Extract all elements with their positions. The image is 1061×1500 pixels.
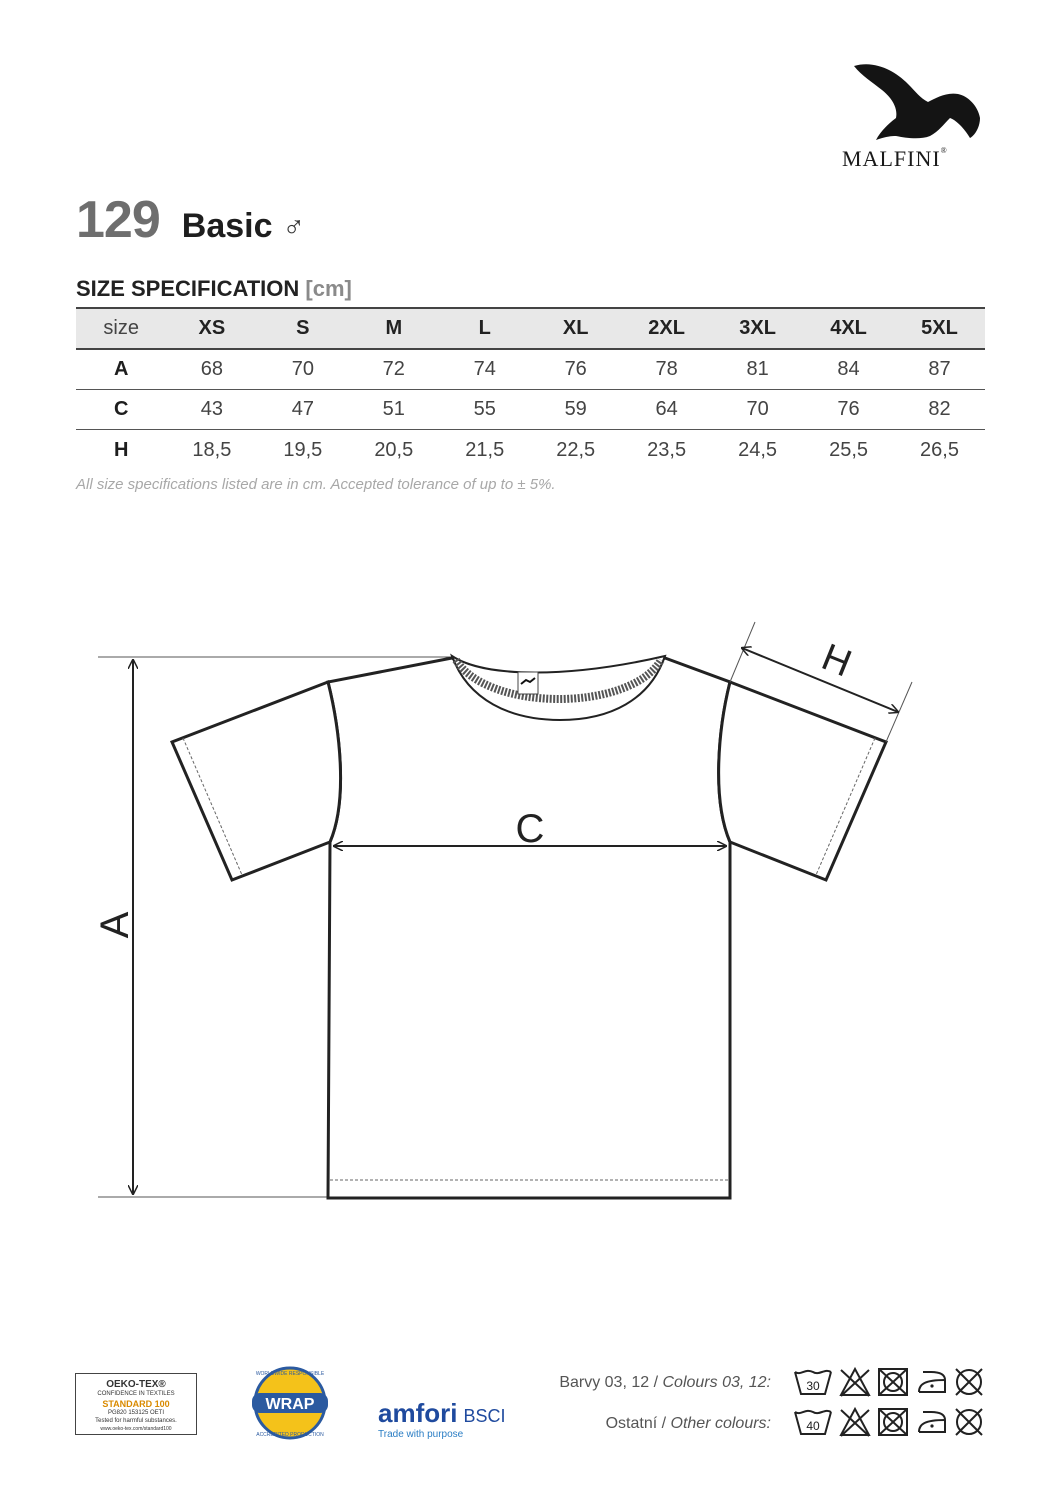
table-cell: 23,5 (647, 438, 687, 461)
header-m: M (385, 316, 403, 339)
tshirt-body (328, 658, 730, 1198)
table-cell: 47 (291, 397, 314, 420)
size-table (76, 307, 985, 470)
table-cell: 76 (837, 397, 860, 420)
male-symbol-icon: ♂ (282, 211, 305, 244)
wash-40-icon (795, 1411, 831, 1434)
care-symbols-row-1 (793, 1366, 987, 1398)
table-cell: 68 (200, 357, 223, 380)
brand-name: MALFINI (842, 146, 941, 171)
table-cell: 55 (473, 397, 496, 420)
no-bleach-icon (841, 1409, 869, 1436)
header-xl: XL (562, 316, 589, 339)
colours-row-2 (606, 1415, 771, 1433)
oeko-url: www.oeko-tex.com/standard100 (100, 1426, 172, 1433)
table-cell: 25,5 (829, 438, 869, 461)
dimension-a-label: A (93, 911, 137, 939)
table-cell: 82 (928, 397, 951, 420)
table-cell: 19,5 (283, 438, 323, 461)
no-dry-clean-icon (956, 1409, 982, 1435)
malfini-logo (838, 58, 988, 170)
table-cell: 64 (655, 397, 678, 420)
registered-mark: ® (940, 146, 948, 155)
size-spec-heading (76, 276, 352, 302)
row-label: C (113, 397, 129, 420)
table-cell: 76 (564, 357, 587, 380)
table-row-c (76, 389, 985, 430)
amfori-tagline: Trade with purpose (378, 1429, 464, 1440)
amfori-text: amfori (378, 1398, 458, 1428)
oeko-tagline: CONFIDENCE IN TEXTILES (97, 1391, 175, 1397)
wrap-arc-bottom: ACCREDITED PRODUCTION (256, 1432, 324, 1438)
row-label: A (113, 357, 129, 380)
table-cell: 74 (473, 357, 496, 380)
header-4xl: 4XL (830, 316, 867, 339)
wash-temp-label: 30 (806, 1379, 820, 1393)
wrap-text: WRAP (265, 1396, 315, 1413)
colours-2-en: Other colours: (670, 1415, 771, 1432)
colours-1-en: Colours 03, 12: (662, 1374, 771, 1391)
right-sleeve (719, 682, 886, 880)
table-cell: 26,5 (920, 438, 959, 461)
oeko-title: OEKO-TEX® (106, 1379, 166, 1390)
table-cell: 78 (655, 357, 678, 380)
oeko-tested: Tested for harmful substances. (95, 1418, 177, 1425)
colours-2-cz: Ostatní / (605, 1415, 667, 1432)
no-dry-clean-icon (956, 1369, 982, 1395)
tshirt-diagram (90, 620, 930, 1220)
eagle-icon (846, 58, 986, 144)
care-symbols-row-2 (793, 1406, 987, 1438)
table-cell: 18,5 (192, 438, 232, 461)
table-cell: 87 (928, 357, 951, 380)
iron-low-icon (919, 1412, 945, 1432)
header-size: size (103, 316, 139, 339)
header-3xl: 3XL (739, 316, 776, 339)
row-label: H (113, 438, 129, 461)
size-spec-label: SIZE SPECIFICATION (76, 276, 300, 301)
table-row-a (76, 349, 985, 390)
header-xs: XS (198, 316, 226, 339)
table-cell: 20,5 (374, 438, 414, 461)
table-cell: 24,5 (738, 438, 778, 461)
wash-temp-label: 40 (806, 1419, 820, 1433)
left-sleeve (172, 682, 341, 880)
amfori-bsci-logo (378, 1398, 505, 1440)
table-cell: 84 (837, 357, 860, 380)
iron-low-icon (919, 1372, 945, 1392)
header-s: S (296, 316, 310, 339)
header-l: L (478, 316, 491, 339)
no-tumble-dry-icon (879, 1409, 907, 1435)
oeko-code: PG820 153125 OETI (107, 1410, 165, 1417)
bsci-text: BSCI (463, 1406, 506, 1426)
table-cell: 21,5 (465, 438, 505, 461)
table-cell: 70 (746, 397, 769, 420)
guide-line-h-end (886, 682, 912, 742)
oeko-standard: STANDARD 100 (102, 1398, 170, 1409)
header-5xl: 5XL (921, 316, 958, 339)
dimension-h-label: H (815, 636, 858, 686)
table-cell: 51 (382, 397, 405, 420)
product-name: Basic (181, 207, 273, 245)
wash-30-icon (795, 1371, 831, 1394)
size-table-header (76, 308, 985, 349)
table-row-h (76, 430, 985, 471)
dimension-c-label: C (515, 807, 545, 851)
table-cell: 72 (382, 357, 405, 380)
colours-row-1 (559, 1374, 771, 1392)
table-cell: 81 (746, 357, 769, 380)
header-2xl: 2XL (648, 316, 685, 339)
table-cell: 43 (200, 397, 223, 420)
no-bleach-icon (841, 1369, 869, 1396)
colours-1-cz: Barvy 03, 12 / (559, 1374, 659, 1391)
no-tumble-dry-icon (879, 1369, 907, 1395)
size-spec-unit: [cm] (305, 276, 352, 301)
table-cell: 59 (564, 397, 587, 420)
wrap-badge (246, 1365, 334, 1440)
table-cell: 22,5 (556, 438, 596, 461)
model-number: 129 (76, 191, 160, 249)
wrap-arc-top: WORLDWIDE RESPONSIBLE (255, 1371, 325, 1377)
product-title (76, 190, 305, 250)
oeko-tex-badge (75, 1373, 197, 1435)
tolerance-note: All size specifications listed are in cm. Accepted tolerance of up to ± 5%. (76, 476, 556, 493)
table-cell: 70 (291, 357, 314, 380)
